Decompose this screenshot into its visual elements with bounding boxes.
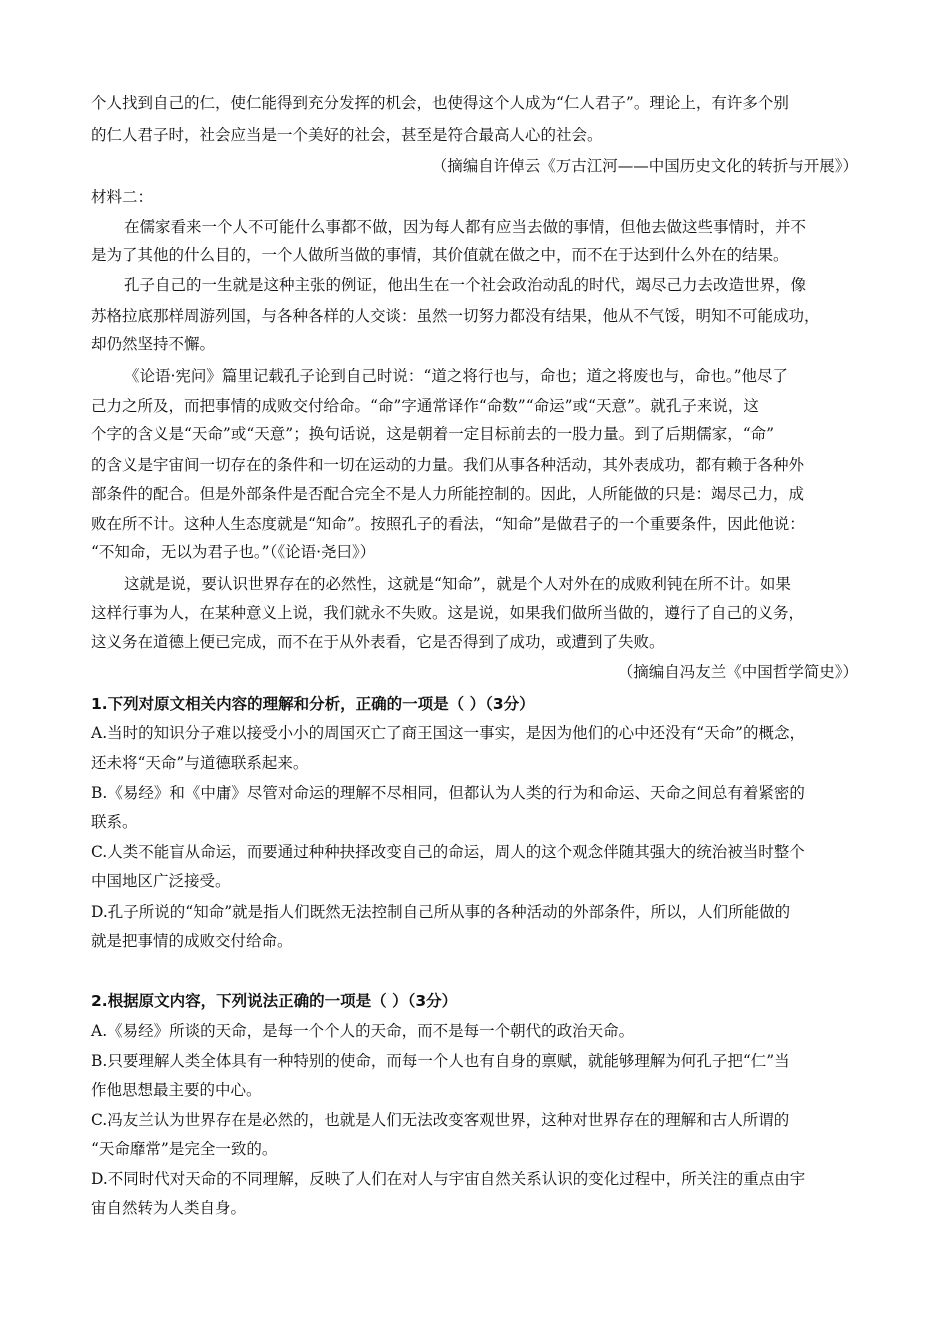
paragraph-line: 《论语·宪问》篇里记载孔子论到自己时说：“道之将行也与，命也；道之将废也与，命也。”他尽了	[124, 367, 789, 385]
option-a: A.当时的知识分子难以接受小小的周国灭亡了商王国这一事实，是因为他们的心中还没有“天命”的概念，	[91, 724, 805, 742]
source-citation: （摘编自冯友兰《中国哲学简史》）	[617, 663, 858, 681]
option-d: D.孔子所说的“知命”就是指人们既然无法控制自己所从事的各种活动的外部条件，所以，人们所能做的	[91, 903, 791, 921]
option-d: D.不同时代对天命的不同理解，反映了人们在对人与宇宙自然关系认识的变化过程中，所关注的重点由宇	[91, 1170, 806, 1188]
option-c: C.冯友兰认为世界存在是必然的，也就是人们无法改变客观世界，这种对世界存在的理解和古人所谓的	[91, 1111, 790, 1129]
question-1-stem: 1.下列对原文相关内容的理解和分析，正确的一项是（ ）（3分）	[91, 695, 535, 713]
paragraph-line: “不知命，无以为君子也。”（《论语·尧曰》）	[91, 543, 376, 561]
option-b-cont: 联系。	[91, 813, 138, 831]
question-2-stem: 2.根据原文内容，下列说法正确的一项是（ ）（3分）	[91, 992, 458, 1010]
option-a-cont: 还未将“天命”与道德联系起来。	[91, 754, 309, 772]
option-b: B.只要理解人类全体具有一种特别的使命，而每一个人也有自身的禀赋，就能够理解为何孔子把“仁”当	[91, 1052, 790, 1070]
option-a: A.《易经》所谈的天命，是每一个个人的天命，而不是每一个朝代的政治天命。	[91, 1022, 635, 1040]
paragraph-line: 的仁人君子时，社会应当是一个美好的社会，甚至是符合最高人心的社会。	[91, 126, 603, 144]
option-d-cont: 宙自然转为人类自身。	[91, 1199, 247, 1217]
option-d-cont: 就是把事情的成败交付给命。	[91, 932, 293, 950]
paragraph-line: 部条件的配合。但是外部条件是否配合完全不是人力所能控制的。因此，人所能做的只是：竭尽己力，成	[91, 485, 805, 503]
paragraph-line: 在儒家看来一个人不可能什么事都不做，因为每人都有应当去做的事情，但他去做这些事情时，并不	[124, 218, 807, 236]
option-c: C.人类不能盲从命运，而要通过种种抉择改变自己的命运，周人的这个观念伴随其强大的统治被当时整个	[91, 843, 805, 861]
paragraph-line: 这就是说，要认识世界存在的必然性，这就是“知命”，就是个人对外在的成败利钝在所不计。如果	[124, 575, 791, 593]
paragraph-line: 个人找到自己的仁，使仁能得到充分发挥的机会，也使得这个人成为“仁人君子”。理论上，有许多个别	[91, 94, 789, 112]
option-b-cont: 作他思想最主要的中心。	[91, 1081, 262, 1099]
paragraph-line: 败在所不计。这种人生态度就是“知命”。按照孔子的看法，“知命”是做君子的一个重要条件，因此他说：	[91, 515, 805, 533]
option-c-cont: 中国地区广泛接受。	[91, 872, 231, 890]
paragraph-line: 这义务在道德上便已完成，而不在于从外表看，它是否得到了成功，或遭到了失败。	[91, 633, 665, 651]
paragraph-line: 却仍然坚持不懈。	[91, 335, 216, 353]
paragraph-line: 孔子自己的一生就是这种主张的例证，他出生在一个社会政治动乱的时代，竭尽己力去改造世界，像	[124, 276, 807, 294]
paragraph-line: 个字的含义是“天命”或“天意”；换句话说，这是朝着一定目标前去的一股力量。到了后期儒家，“命”	[91, 425, 775, 443]
material-heading: 材料二：	[91, 188, 154, 206]
paragraph-line: 苏格拉底那样周游列国，与各种各样的人交谈：虽然一切努力都没有结果，他从不气馁，明知不可能成功，	[91, 307, 820, 325]
paragraph-line: 己力之所及，而把事情的成败交付给命。“命”字通常译作“命数”“命运”或“天意”。就孔子来说，这	[91, 397, 759, 415]
paragraph-line: 是为了其他的什么目的，一个人做所当做的事情，其价值就在做之中，而不在于达到什么外在的结果。	[91, 246, 789, 264]
option-c-cont: “天命靡常”是完全一致的。	[91, 1140, 278, 1158]
source-citation: （摘编自许倬云《万古江河——中国历史文化的转折与开展》）	[431, 157, 858, 175]
paragraph-line: 这样行事为人，在某种意义上说，我们就永不失败。这是说，如果我们做所当做的，遵行了自己的义务，	[91, 604, 805, 622]
option-b: B.《易经》和《中庸》尽管对命运的理解不尽相同，但都认为人类的行为和命运、天命之间总有着紧密的	[91, 784, 805, 802]
paragraph-line: 的含义是宇宙间一切存在的条件和一切在运动的力量。我们从事各种活动，其外表成功，都有赖于各种外	[91, 456, 805, 474]
